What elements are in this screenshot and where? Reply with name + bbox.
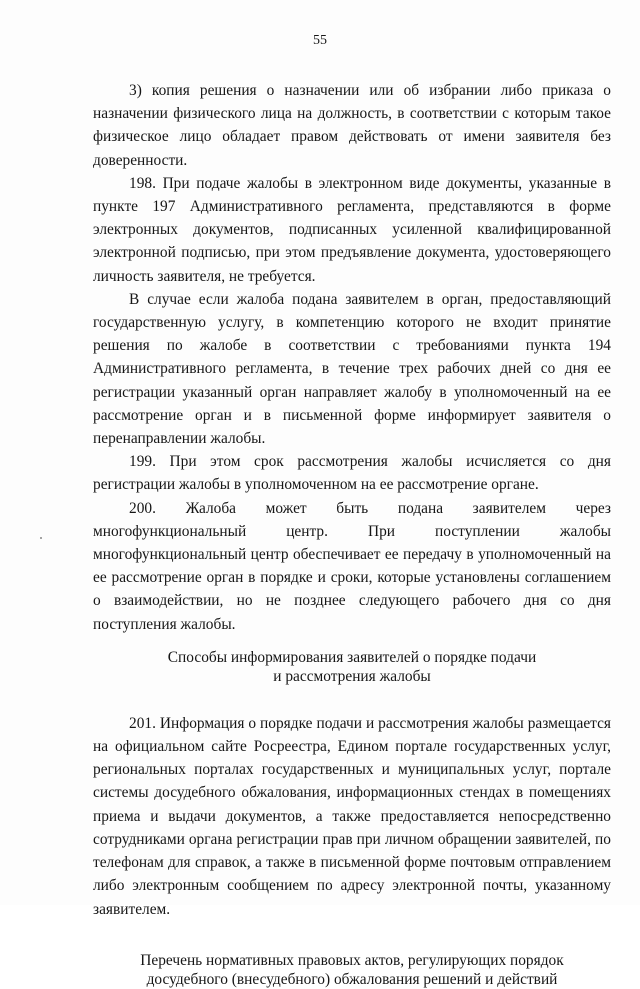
section-heading-legal-acts [93, 951, 611, 989]
paragraph-201: 201. Информация о порядке подачи и рассмотрения жалобы размещается на официальном сайте Росреестра, Едином портале государственных услуг, региональных порталах государственных и муниципальных услуг, портале системы досудебного обжалования, информационных стендах в помещениях приема и выдачи документов, а также предоставляется непосредственно сотрудниками органа регистрации прав при личном обращении заявителей, по телефонам для справок, а также в письменной форме почтовым отправлением либо электронным сообщением по адресу электронной почты, указанному заявителем. [93, 714, 611, 918]
spacer [93, 921, 611, 951]
scan-speck [40, 537, 42, 539]
paragraph-198: 198. При подаче жалобы в электронном виде документы, указанные в пункте 197 Административного регламента, представляются в форме электронных документов, подписанных усиленной квалифицированной электронной подписью, при этом предъявление документа, удостоверяющего личность заявителя, не требуется. [93, 174, 611, 285]
section-heading-line: Перечень нормативных правовых актов, регулирующих порядок [140, 951, 564, 969]
section-heading-informing [93, 648, 611, 686]
paragraph-copy-decision: 3) копия решения о назначении или об избрании либо приказа о назначении физического лица на должность, в соответствии с которым такое физическое лицо обладает правом действовать от имени заявителя без доверенности. [93, 82, 611, 169]
section-heading-line: и рассмотрения жалобы [273, 667, 431, 685]
paragraph-200: 200. Жалоба может быть подана заявителем через многофункциональный центр. При поступлении жалобы многофункциональный центр обеспечивает ее передачу в уполномоченный на ее рассмотрение орган в порядке и сроки, которые установлены соглашением о взаимодействии, но не позднее следующего рабочего дня со дня поступления жалобы. [93, 499, 611, 633]
spacer [93, 686, 611, 712]
paragraph-199: 199. При этом срок рассмотрения жалобы исчисляется со дня регистрации жалобы в уполномоченном на ее рассмотрение органе. [93, 453, 611, 494]
page-number: 55 [313, 33, 327, 48]
paragraph-complaint-redirect: В случае если жалоба подана заявителем в орган, предоставляющий государственную услугу, в компетенцию которого не входит принятие решения по жалобе в соответствии с требованиями пункта 194 Административного регламента, в течение трех рабочих дней со дня ее регистрации указанный орган направляет жалобу в уполномоченный на ее рассмотрение орган и в письменной форме информирует заявителя о перенаправлении жалобы. [93, 290, 611, 448]
section-heading-line: Способы информирования заявителей о порядке подачи [167, 648, 537, 666]
document-body [93, 79, 611, 989]
section-heading-line: досудебного (внесудебного) обжалования решений и действий [146, 970, 558, 988]
spacer [93, 636, 611, 648]
